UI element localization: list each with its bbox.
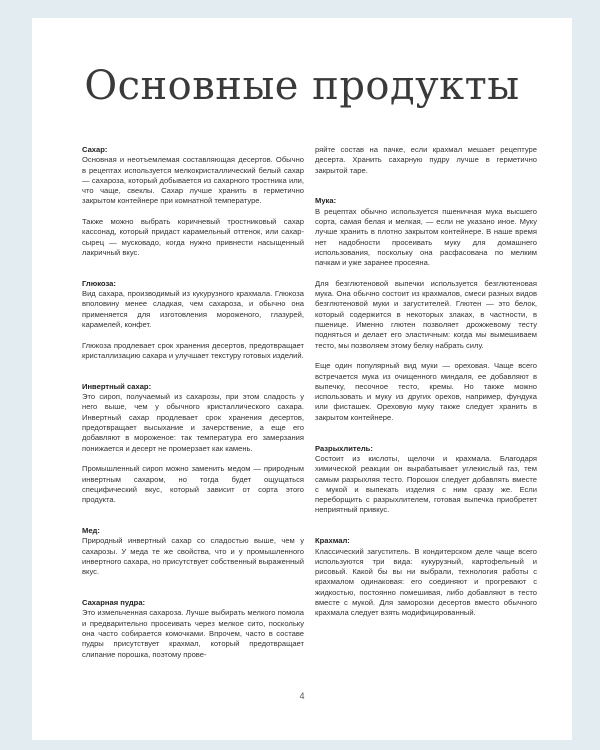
paragraph-baking-powder-1: Состоит из кислоты, щелочи и крахмала. Благодаря химической реакции он вырабатывает углекислый газ, тем самым разрыхляя тесто. Порошок следует добавлять вместе с мукой и выпекать изделия с ним сразу же. Если переборщить с разрыхлителем, готовая выпечка приобретет неприятный привкус. xyxy=(315,453,537,515)
paragraph-powdered-sugar-continued: ряйте состав на пачке, если крахмал мешает рецептуре десерта. Хранить сахарную пудру лучше в герметично закрытой таре. xyxy=(315,145,537,175)
paragraph-honey-1: Природный инвертный сахар со сладостью выше, чем у сахарозы. У меда те же свойства, что и у промышленного инвертного сахара, но присутствует собственный выраженный вкус. xyxy=(82,536,304,577)
section-heading-honey: Мед: xyxy=(82,525,100,535)
paragraph-invert-sugar-2: Промышленный сироп можно заменить медом — природным инвертным сахаром, но тогда будет ощущаться специфический вкус, который зависит от сорта этого продукта. xyxy=(82,464,304,505)
paragraph-glucose-1: Вид сахара, производимый из кукурузного крахмала. Глюкоза вполовину менее сладкая, чем сахароза, и обычно она применяется для изготовления мороженого, глазурей, карамелей, конфет. xyxy=(82,289,304,330)
paragraph-flour-1: В рецептах обычно используется пшеничная мука высшего сорта, самая белая и мелкая, — если не указано иное. Муку лучше хранить в плотно закрытом контейнере. В наше время нет надобности просеивать муку для домашнего использования, поскольку она расфасована по мелким пачкам и уже заранее просеяна. xyxy=(315,206,537,268)
paragraph-starch-1: Классический загуститель. В кондитерском деле чаще всего используются три вида: кукурузный, картофельный и рисовый. Какой бы вы ни выбрали, технология работы с крахмалом одинаковая: его соединяют и прогревают с жидкостью, постоянно помешивая, либо добавляют в тесто вместе с мукой. Для заморозки десертов вместо обычного крахмала следует взять модифицированный. xyxy=(315,546,537,618)
left-column xyxy=(82,145,304,660)
paragraph-flour-3: Еще один популярный вид муки — ореховая. Чаще всего встречается мука из очищенного миндаля, ее добавляют в выпечку, песочное тесто, кремы. Но также можно использовать и муку из других орехов, например, фундука или фисташек. Ореховую муку также следует хранить в закрытом контейнере. xyxy=(315,361,537,422)
paragraph-sugar-2: Также можно выбрать коричневый тростниковый сахар кассонад, который придаст карамельный оттенок, или сахар-сырец — мусковадо, когда нужно привнести насыщенный лакричный вкус. xyxy=(82,217,304,257)
page-title: Основные продукты xyxy=(84,63,520,109)
section-heading-sugar: Сахар: xyxy=(82,145,108,154)
section-heading-baking-powder: Разрыхлитель: xyxy=(315,443,373,453)
paragraph-glucose-2: Глюкоза продлевает срок хранения десертов, предотвращает кристаллизацию сахара и улучшает текстуру готовых изделий. xyxy=(82,340,304,360)
section-heading-powdered-sugar: Сахарная пудра: xyxy=(82,598,146,608)
paragraph-flour-2: Для безглютеновой выпечки используется безглютеновая мука. Она обычно состоит из крахмалов, смеси разных видов безглютеновой муки и загустителей. Глютен — это белок, который содержится в некоторых злаках, в частности, в пшенице. Именно глютен позволяет дрожжевому тесту подняться и делает его эластичным: когда мы вымешиваем тесто, мы позволяем этому белку набрать силу. xyxy=(315,278,537,350)
section-heading-starch: Крахмал: xyxy=(315,536,350,546)
section-heading-flour: Мука: xyxy=(315,196,337,206)
book-page xyxy=(32,18,572,740)
paragraph-powdered-sugar-1: Это измельченная сахароза. Лучше выбирать мелкого помола и предварительно просеивать через мелкое сито, поскольку она часто собирается комочками. Впрочем, часто в составе пудры присутствует крахмал, который предотвращает слипание порошка, поэтому прове- xyxy=(82,608,304,659)
section-heading-invert-sugar: Инвертный сахар: xyxy=(82,381,152,391)
paragraph-invert-sugar-1: Это сироп, получаемый из сахарозы, при этом сладость у него выше, чем у обычного кристаллического сахара. Инвертный сахар продлевает срок хранения десертов, предотвращает высыхание и зачерствение, а еще его добавляют в мороженое: так температура его замерзания понижается и десерт не промерзает как камень. xyxy=(82,392,304,453)
page-number: 4 xyxy=(299,691,305,701)
right-column xyxy=(315,145,537,619)
section-heading-glucose: Глюкоза: xyxy=(82,278,116,288)
paragraph-sugar-1: Основная и неотъемлемая составляющая десертов. Обычно в рецептах используется мелкокристаллический белый сахар — сахароза, который добывается из сахарного тростника или, что чаще, свеклы. Сахар лучше хранить в герметично закрытом контейнере при комнатной температуре. xyxy=(82,155,304,206)
